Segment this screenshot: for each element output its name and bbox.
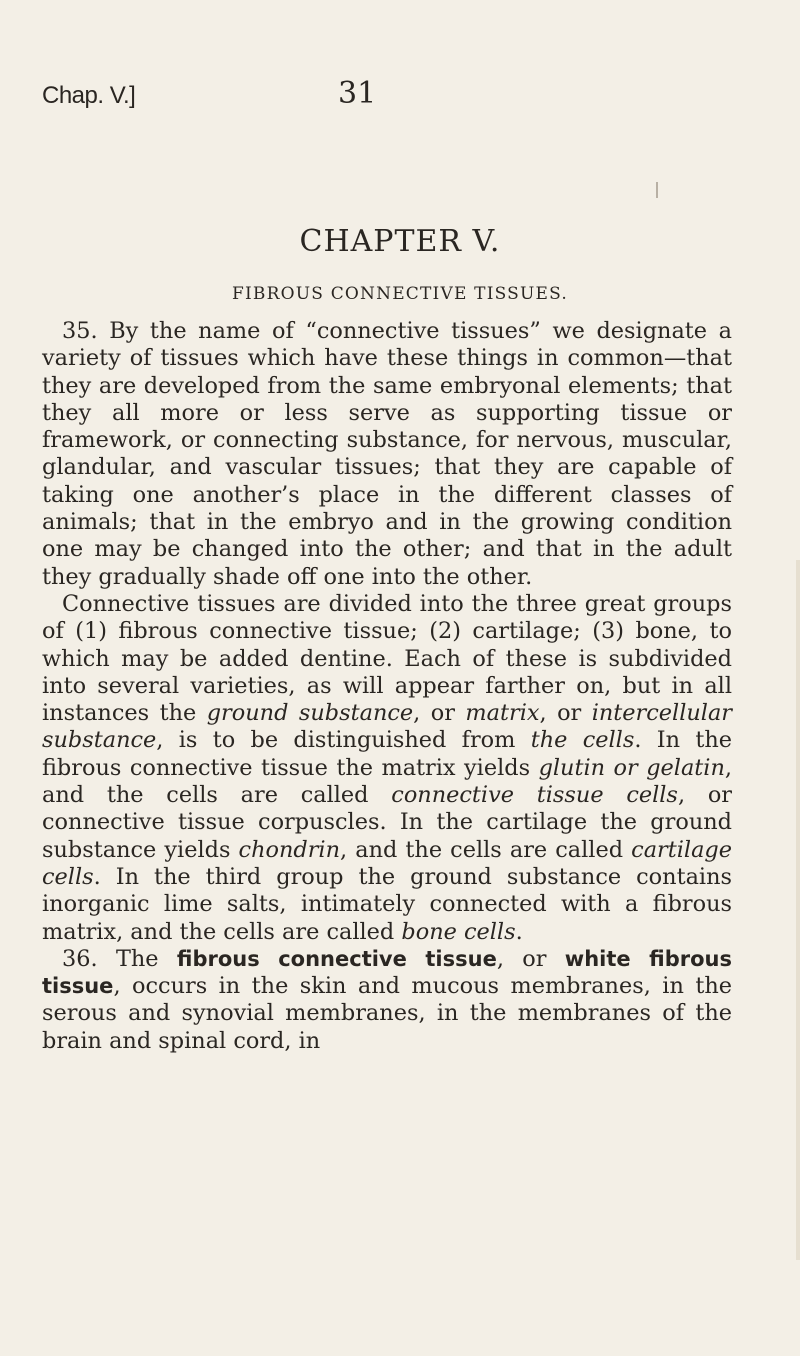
running-head [42,76,482,116]
term-cartilage-cells: cartilage cells [42,836,733,890]
print-mark [656,182,658,198]
term-intercellular-substance: intercellular substance [42,700,732,754]
page-number: 31 [338,76,377,111]
chapter-title: CHAPTER V. [299,224,501,259]
term-the-cells: the cells [530,727,635,754]
term-chondrin: chondrin [238,836,341,863]
paragraph-35-continued: Connective tissues are divided into the three great groups of (1) fibrous connective tissue; (2) cartilage; (3) bone, to which may be added dentine. Each of these is subdivided into several varieties, as will appear farther on, but in all instances the ground substance, or matrix, or intercellular substance, is to be distinguished from the cells. In the fibrous connective tissue the matrix yields glutin or gelatin, and the cells are called connective tissue cells, or connective tissue corpuscles. In the cartilage the ground substance yields chondrin, and the cells are called cartilage cells. In the third group the ground substance contains inorganic lime salts, intimately connected with a fibrous matrix, and the cells are called bone cells. [42,590,733,945]
page-edge-shadow [796,560,800,1260]
paragraph-35: 35. By the name of “connective tissues” we designate a variety of tissues which have these things in common—that they are developed from the same embryonal elements; that they all more or less serve as supporting tissue or framework, or connecting substance, for nervous, muscular, glandular, and vascular tissues; that they are capable of taking one another’s place in the different classes of animals; that in the embryo and in the growing condition one may be changed into the other; and that in the adult they gradually shade off one into the other. [42,318,732,590]
term-connective-tissue-cells: connective tissue cells [391,782,678,809]
term-fibrous-connective-tissue: fibrous connective tissue [176,946,497,971]
term-ground-substance: ground substance [206,700,414,727]
term-bone-cells: bone cells [401,918,516,945]
term-matrix: matrix [465,700,540,727]
term-white-fibrous-tissue: white fibrous tissue [42,946,732,999]
chapter-reference: Chap. V.] [42,82,136,109]
body-text [42,318,732,1055]
paragraph-36: 36. The fibrous connective tissue, or white fibrous tissue, occurs in the skin and mucous membranes, in the serous and synovial membranes, in the membranes of the brain and spinal cord, in [42,945,732,1054]
term-glutin: glutin or gelatin [538,754,725,781]
chapter-subtitle: FIBROUS CONNECTIVE TISSUES. [231,284,568,304]
